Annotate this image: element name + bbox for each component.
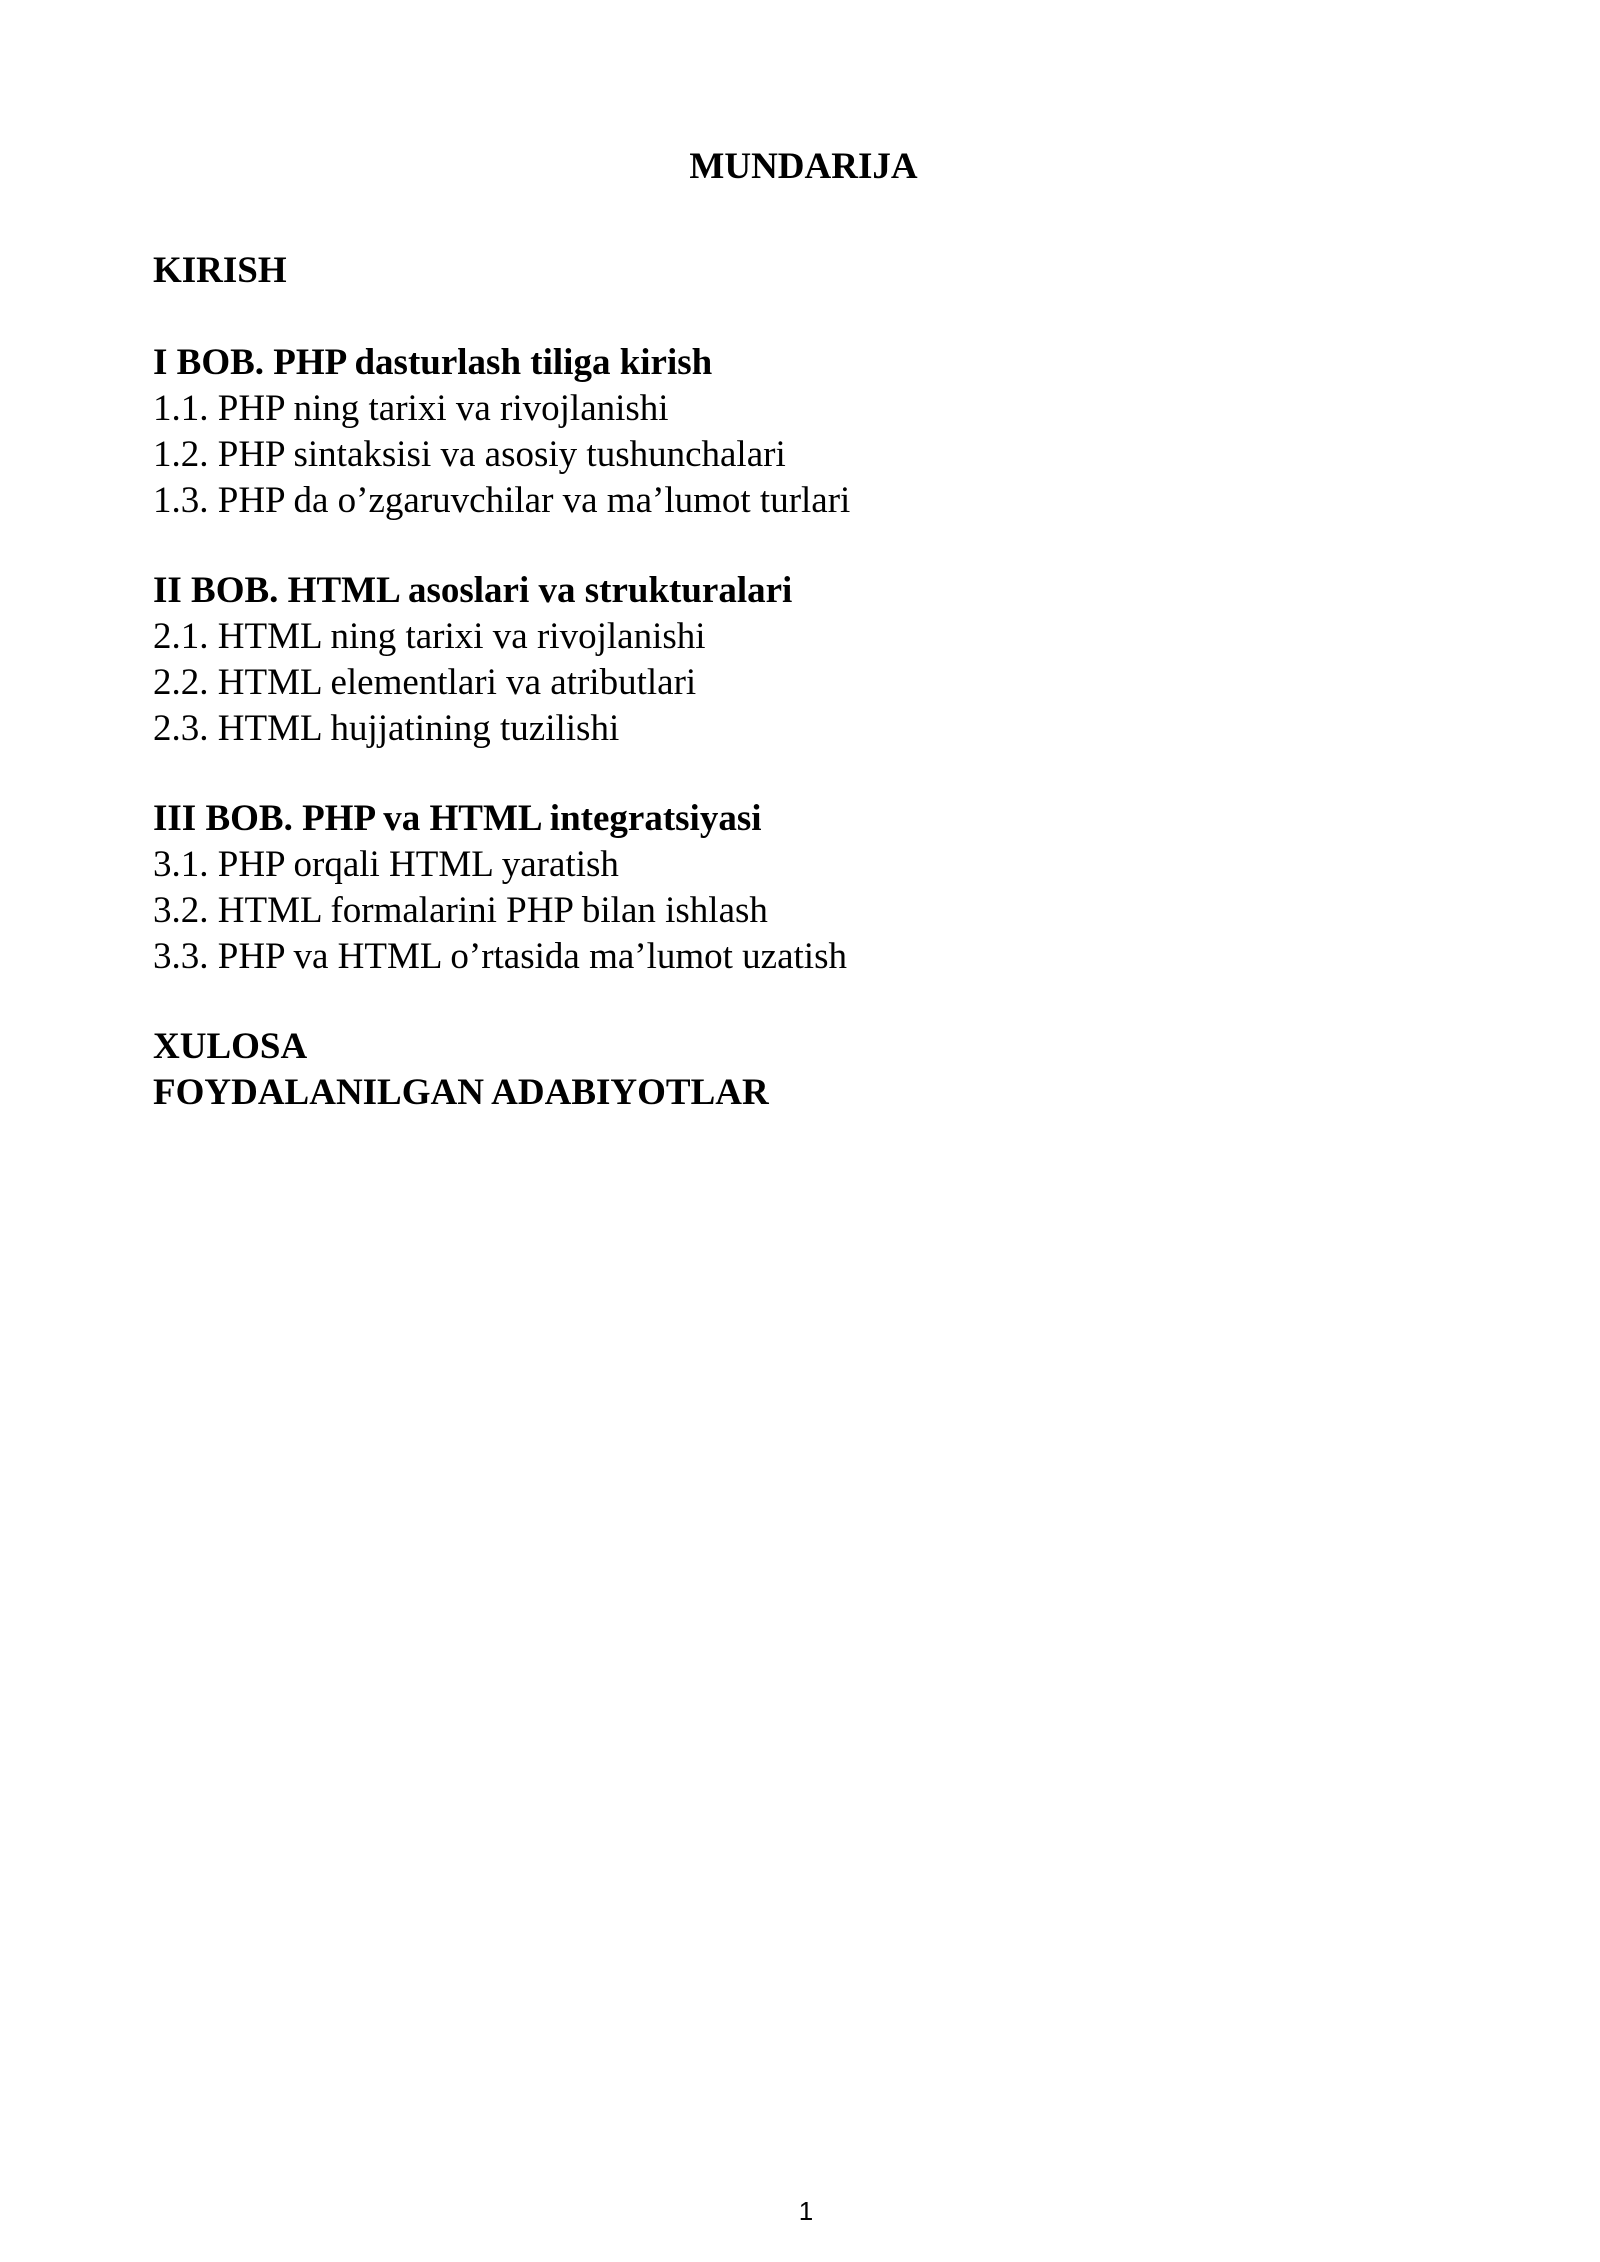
toc-section-2-2: 2.2. HTML elementlari va atributlari	[153, 662, 697, 703]
toc-section-3-3: 3.3. PHP va HTML o’rtasida ma’lumot uzatish	[153, 936, 847, 977]
toc-references: FOYDALANILGAN ADABIYOTLAR	[153, 1072, 769, 1113]
toc-section-1-3: 1.3. PHP da o’zgaruvchilar va ma’lumot turlari	[153, 480, 851, 521]
toc-section-2-3: 2.3. HTML hujjatining tuzilishi	[153, 708, 620, 749]
toc-section-3-1: 3.1. PHP orqali HTML yaratish	[153, 844, 619, 885]
toc-chapter-1-heading: I BOB. PHP dasturlash tiliga kirish	[153, 342, 713, 383]
toc-chapter-3-heading: III BOB. PHP va HTML integratsiyasi	[153, 798, 762, 839]
toc-section-1-2: 1.2. PHP sintaksisi va asosiy tushunchalari	[153, 434, 786, 475]
page-number: 1	[798, 2196, 814, 2226]
toc-conclusion: XULOSA	[153, 1026, 308, 1067]
toc-section-2-1: 2.1. HTML ning tarixi va rivojlanishi	[153, 616, 706, 657]
toc-introduction: KIRISH	[153, 250, 287, 291]
toc-section-3-2: 3.2. HTML formalarini PHP bilan ishlash	[153, 890, 768, 931]
table-of-contents	[153, 248, 1453, 1116]
toc-chapter-2-heading: II BOB. HTML asoslari va strukturalari	[153, 570, 793, 611]
page-title: MUNDARIJA	[689, 146, 918, 187]
toc-section-1-1: 1.1. PHP ning tarixi va rivojlanishi	[153, 388, 669, 429]
